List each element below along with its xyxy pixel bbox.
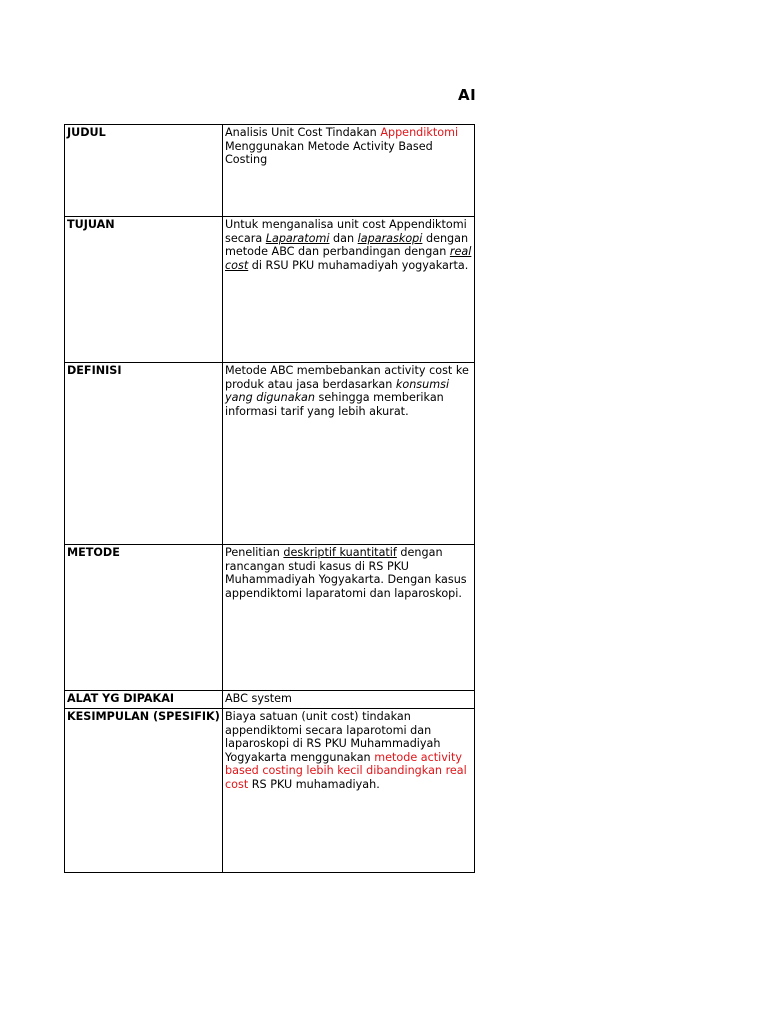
text-segment: Untuk menganalisa unit cost Appendiktomi secara xyxy=(225,218,467,245)
text-segment: di RSU PKU muhamadiyah yogyakarta. xyxy=(248,258,469,272)
table-row-definisi xyxy=(65,363,475,545)
row-label: KESIMPULAN (SPESIFIK) xyxy=(65,709,223,873)
page-title: AI xyxy=(458,86,477,104)
table-row-judul xyxy=(65,125,475,217)
row-content xyxy=(223,709,475,873)
text-segment: dengan rancangan studi kasus di RS PKU Muhammadiyah Yogyakarta. Dengan kasus appendiktomi laparatomi dan laparoskopi. xyxy=(225,546,467,600)
text-segment-underline-italic: laparaskopi xyxy=(357,231,423,245)
row-content xyxy=(223,545,475,691)
text-segment: sehingga memberikan informasi tarif yang lebih akurat. xyxy=(225,391,444,418)
text-segment: dan xyxy=(329,231,358,245)
row-content xyxy=(223,125,475,217)
text-segment: Analisis Unit Cost Tindakan xyxy=(225,126,381,139)
table-row-metode xyxy=(65,545,475,691)
text-segment: RS PKU muhamadiyah. xyxy=(248,777,380,791)
text-segment-underline-italic: real cost xyxy=(225,245,472,272)
row-label: METODE xyxy=(65,545,223,691)
text-segment-red: Appendiktomi xyxy=(380,126,459,139)
text-segment-underline-italic: Laparatomi xyxy=(265,231,330,245)
row-label: ALAT YG DIPAKAI xyxy=(65,691,223,709)
table-row-kesimpulan xyxy=(65,709,475,873)
text-segment-italic: konsumsi yang digunakan xyxy=(225,377,450,405)
text-segment-red: metode activity based costing lebih kecil dibandingkan real cost xyxy=(225,750,467,791)
table-row-alat xyxy=(65,691,475,709)
summary-table xyxy=(64,124,475,873)
text-segment-underline: deskriptif kuantitatif xyxy=(283,546,397,559)
row-label: JUDUL xyxy=(65,125,223,217)
text-segment: dengan metode ABC dan perbandingan dengan xyxy=(225,231,469,259)
row-label: DEFINISI xyxy=(65,363,223,545)
text-segment: ABC system xyxy=(225,692,292,705)
row-content xyxy=(223,217,475,363)
row-content xyxy=(223,691,475,709)
table-row-tujuan xyxy=(65,217,475,363)
row-content xyxy=(223,363,475,545)
text-segment: Metode ABC membebankan activity cost ke produk atau jasa berdasarkan xyxy=(225,364,469,391)
text-segment: Menggunakan Metode Activity Based Costing xyxy=(225,139,433,167)
row-label: TUJUAN xyxy=(65,217,223,363)
text-segment: Biaya satuan (unit cost) tindakan appendiktomi secara laparotomi dan laparoskopi di RS PKU Muhammadiyah Yogyakarta menggunakan xyxy=(225,710,441,764)
text-segment: Penelitian xyxy=(225,546,284,559)
